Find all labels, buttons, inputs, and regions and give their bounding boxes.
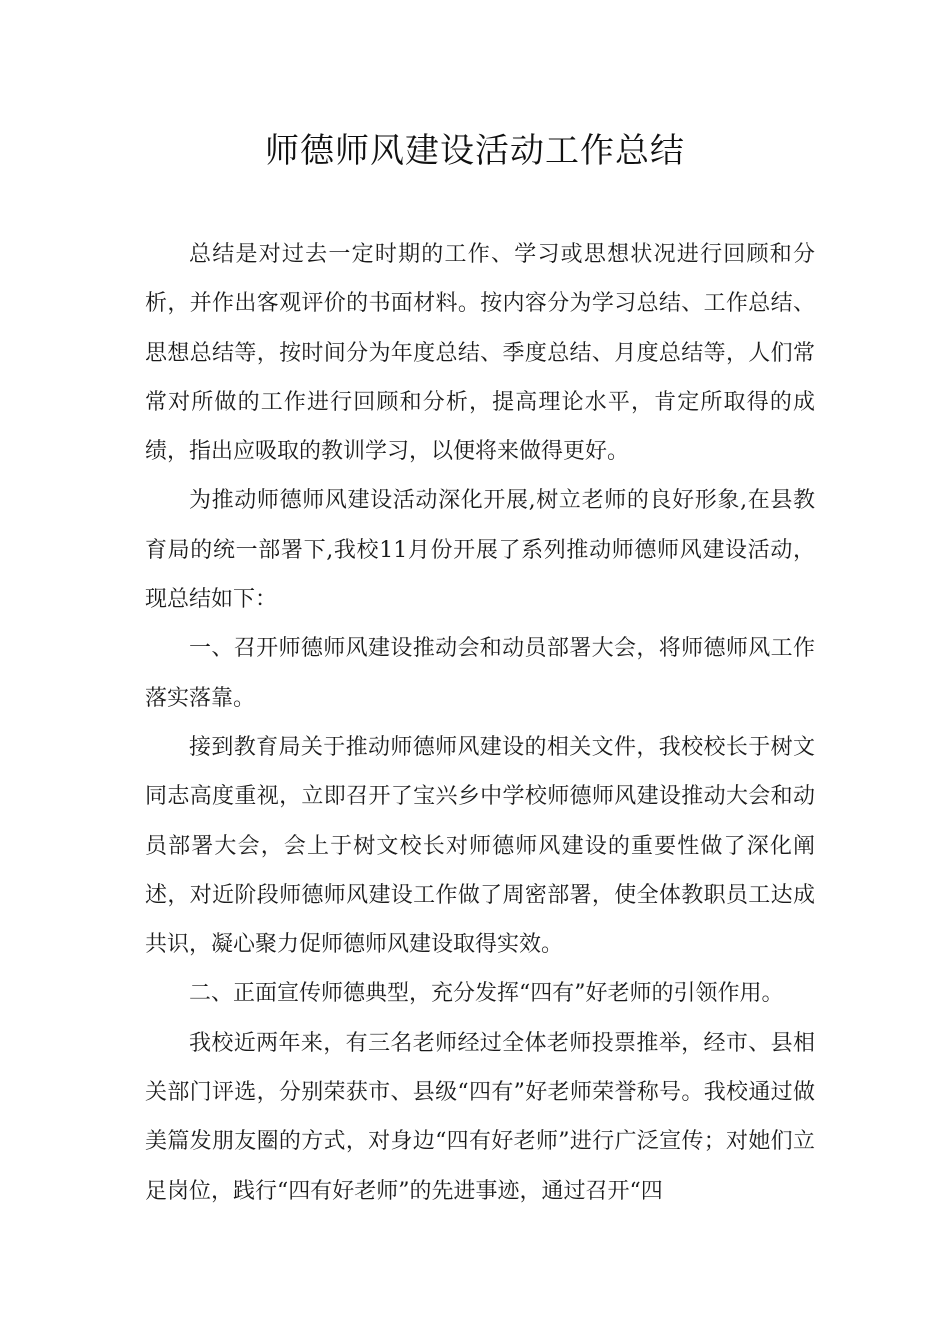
paragraph-section-1: 接到教育局关于推动师德师风建设的相关文件，我校校长于树文同志高度重视，立即召开了宝兴乡中学校师德师风建设推动大会和动员部署大会，会上于树文校长对师德师风建设的重要性做了深化阐述，对近阶段师德师风建设工作做了周密部署，使全体教职员工达成共识，凝心聚力促师德师风建设取得实效。 xyxy=(145,734,815,958)
document-body xyxy=(145,230,815,1216)
section-heading-1: 一、召开师德师风建设推动会和动员部署大会，将师德师风工作落实落靠。 xyxy=(145,636,815,711)
paragraph-section-2: 我校近两年来，有三名老师经过全体老师投票推举，经市、县相关部门评选，分别荣获市、县级“四有”好老师荣誉称号。我校通过做美篇发朋友圈的方式，对身边“四有好老师”进行广泛宣传；对她们立足岗位，践行“四有好老师”的先进事迹，通过召开“四 xyxy=(145,1030,815,1204)
section-heading-2: 二、正面宣传师德典型，充分发挥“四有”好老师的引领作用。 xyxy=(189,981,784,1007)
paragraph-background: 为推动师德师风建设活动深化开展,树立老师的良好形象,在县教育局的统一部署下,我校11月份开展了系列推动师德师风建设活动，现总结如下： xyxy=(145,488,815,613)
document-title: 师德师风建设活动工作总结 xyxy=(265,131,685,171)
paragraph-intro: 总结是对过去一定时期的工作、学习或思想状况进行回顾和分析，并作出客观评价的书面材料。按内容分为学习总结、工作总结、思想总结等，按时间分为年度总结、季度总结、月度总结等，人们常常对所做的工作进行回顾和分析，提高理论水平，肯定所取得的成绩，指出应吸取的教训学习，以便将来做得更好。 xyxy=(145,242,815,465)
